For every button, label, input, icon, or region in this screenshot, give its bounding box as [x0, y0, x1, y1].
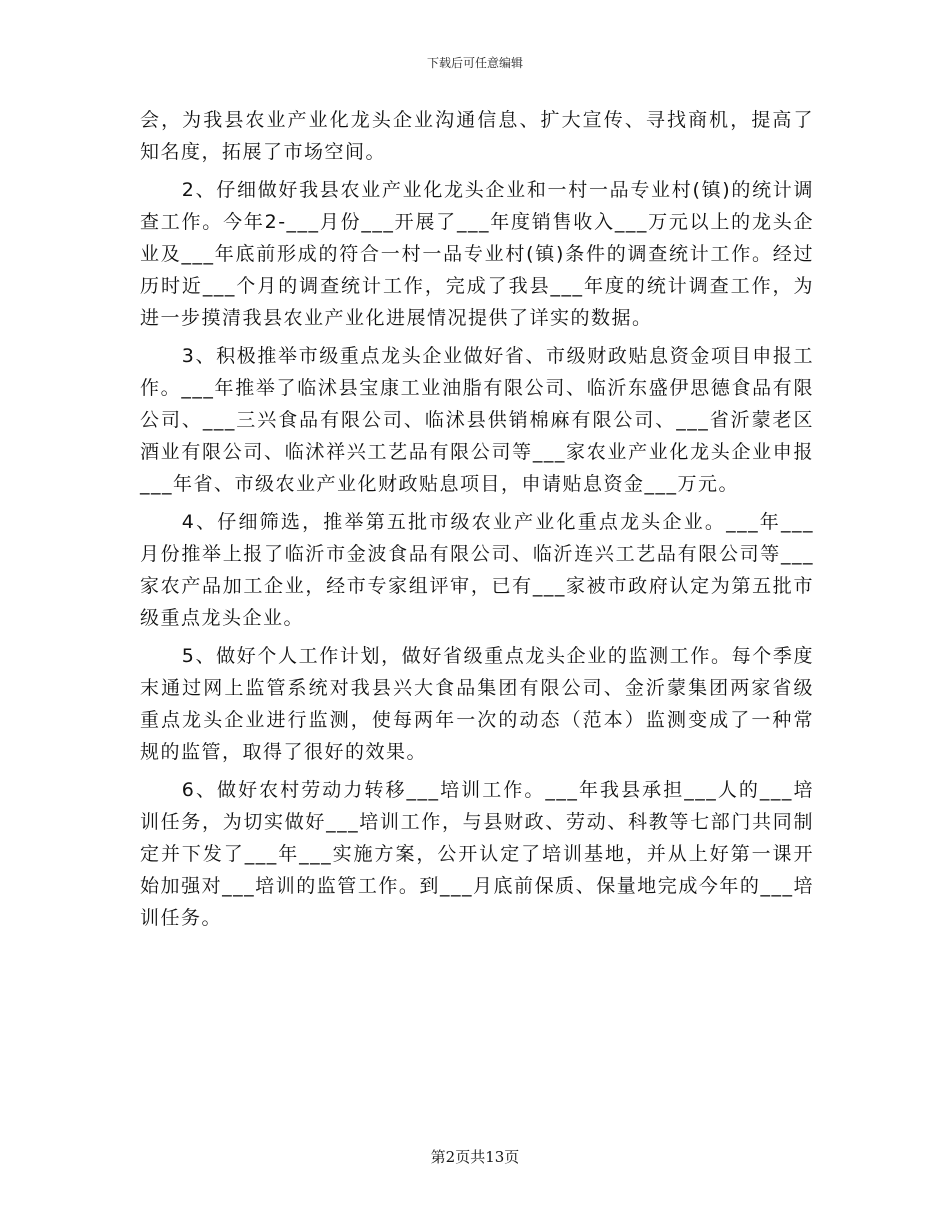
paragraph-item-3: 3、积极推举市级重点龙头企业做好省、市级财政贴息资金项目申报工作。___年推举了临沭县宝康工业油脂有限公司、临沂东盛伊思德食品有限公司、___三兴食品有限公司、临沭县供销棉麻有限公司、___省沂蒙老区酒业有限公司、临沭祥兴工艺品有限公司等___家农业产业化龙头企业申报___年省、市级农业产业化财政贴息项目，申请贴息资金___万元。	[140, 345, 814, 495]
paragraph-item-6: 6、做好农村劳动力转移___培训工作。___年我县承担___人的___培训任务，为切实做好___培训工作，与县财政、劳动、科教等七部门共同制定并下发了___年___实施方案，公开认定了培训基地，并从上好第一课开始加强对___培训的监管工作。到___月底前保质、保量地完成今年的___培训任务。	[140, 779, 814, 929]
page-number: 第2页共13页	[430, 1148, 520, 1166]
page-header: 下载后可任意编辑	[426, 56, 523, 70]
paragraph-item-5: 5、做好个人工作计划，做好省级重点龙头企业的监测工作。每个季度末通过网上监管系统对我县兴大食品集团有限公司、金沂蒙集团两家省级重点龙头企业进行监测，使每两年一次的动态（范本）监测变成了一种常规的监管，取得了很好的效果。	[140, 645, 814, 763]
document-body	[140, 104, 814, 934]
paragraph-continuation: 会，为我县农业产业化龙头企业沟通信息、扩大宣传、寻找商机，提高了知名度，拓展了市场空间。	[140, 109, 814, 163]
paragraph-item-4: 4、仔细筛选，推举第五批市级农业产业化重点龙头企业。___年___月份推举上报了临沂市金波食品有限公司、临沂连兴工艺品有限公司等___家农产品加工企业，经市专家组评审，已有___家被市政府认定为第五批市级重点龙头企业。	[140, 511, 814, 629]
paragraph-item-2: 2、仔细做好我县农业产业化龙头企业和一村一品专业村(镇)的统计调查工作。今年2-___月份___开展了___年度销售收入___万元以上的龙头企业及___年底前形成的符合一村一品专业村(镇)条件的调查统计工作。经过历时近___个月的调查统计工作，完成了我县___年度的统计调查工作，为进一步摸清我县农业产业化进展情况提供了详实的数据。	[140, 179, 814, 329]
